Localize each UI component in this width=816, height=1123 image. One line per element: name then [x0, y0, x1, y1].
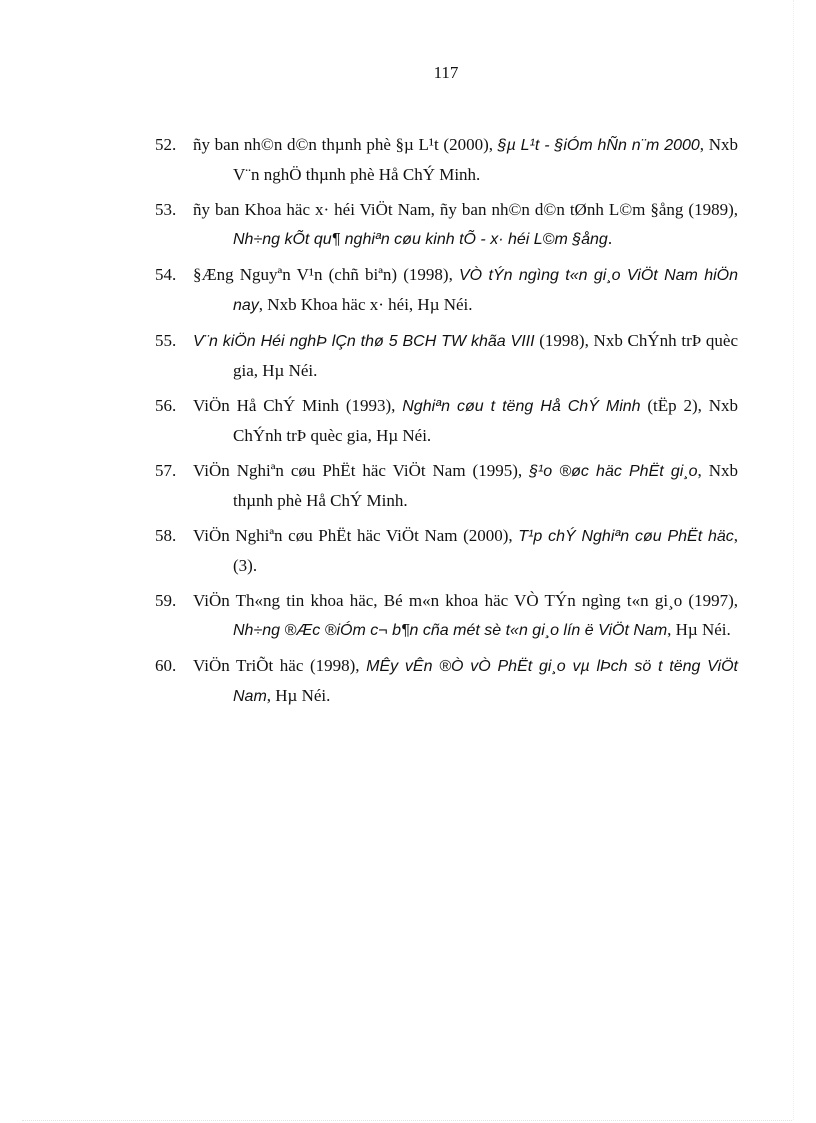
reference-title: §¹o ®øc häc PhËt gi¸o: [529, 463, 698, 480]
reference-authors: ñy ban Khoa häc x· héi ViÖt Nam, ñy ban nh©n d©n tØnh L©m §ång (1989),: [193, 200, 738, 219]
reference-item: [155, 327, 738, 385]
reference-publisher: (tËp 2), Nxb ChÝnh trÞ quèc gia, Hµ Néi.: [233, 396, 738, 445]
reference-list: [155, 131, 738, 718]
reference-item: [155, 652, 738, 711]
reference-title: Nghiªn cøu t tëng Hå ChÝ Minh: [402, 398, 641, 415]
reference-number: 58.: [155, 526, 177, 545]
reference-publisher: , Hµ Néi.: [266, 685, 331, 705]
reference-number: 53.: [155, 200, 177, 219]
reference-publisher: , Nxb V¨n nghÖ thµnh phè Hå ChÝ Minh.: [233, 135, 739, 184]
reference-publisher: , Nxb thµnh phè Hå ChÝ Minh.: [233, 461, 738, 510]
reference-authors: ViÖn Hå ChÝ Minh (1993),: [193, 396, 396, 415]
reference-item: [155, 457, 738, 515]
reference-item: [155, 131, 738, 189]
reference-item: [155, 522, 738, 580]
reference-authors: ViÖn Th«ng tin khoa häc, Bé m«n khoa häc VÒ TÝn ngìng t«n gi¸o (1997),: [193, 591, 738, 610]
reference-title: MÊy vÊn ®Ò vÒ PhËt gi¸o vµ lÞch sö t tëng ViÖt Nam: [233, 658, 739, 705]
reference-title: T¹p chÝ Nghiªn cøu PhËt häc: [518, 528, 734, 545]
reference-title: §µ L¹t - §iÓm hÑn n¨m 2000: [497, 137, 700, 154]
reference-number: 55.: [155, 331, 177, 350]
reference-publisher: , (3).: [233, 526, 739, 575]
reference-number: 59.: [155, 591, 177, 610]
reference-number: 60.: [155, 656, 177, 675]
reference-title: Nh÷ng kÕt qu¶ nghiªn cøu kinh tÕ - x· héi L©m §ång: [233, 230, 608, 248]
reference-title: Nh÷ng ®Æc ®iÓm c¬ b¶n cña mét sè t«n gi¸o lín ë ViÖt Nam: [233, 621, 668, 639]
reference-authors: §Æng Nguyªn V¹n (chñ biªn) (1998),: [193, 265, 453, 284]
reference-item: [155, 587, 738, 645]
page-bottom-edge: [22, 1120, 792, 1121]
reference-authors: ViÖn Nghiªn cøu PhËt häc ViÖt Nam (1995),: [193, 461, 523, 480]
reference-number: 52.: [155, 135, 177, 154]
reference-publisher: , Nxb Khoa häc x· héi, Hµ Néi.: [258, 294, 473, 314]
reference-publisher: (1998), Nxb ChÝnh trÞ quèc gia, Hµ Néi.: [233, 331, 738, 380]
reference-title: V¨n kiÖn Héi nghÞ lÇn thø 5 BCH TW khãa VIII: [193, 333, 535, 350]
page-right-edge: [793, 0, 794, 1120]
reference-number: 57.: [155, 461, 177, 480]
reference-authors: ViÖn TriÕt häc (1998),: [193, 656, 360, 675]
reference-item: [155, 392, 738, 450]
reference-authors: ViÖn Nghiªn cøu PhËt häc ViÖt Nam (2000),: [193, 526, 513, 545]
reference-number: 54.: [155, 265, 177, 284]
reference-authors: ñy ban nh©n d©n thµnh phè §µ L¹t (2000),: [193, 135, 493, 154]
page-number: 117: [433, 63, 459, 82]
reference-item: [155, 261, 738, 320]
reference-number: 56.: [155, 396, 177, 415]
reference-item: [155, 196, 738, 254]
reference-title: VÒ tÝn ngìng t«n gi¸o ViÖt Nam hiÖn nay: [233, 267, 739, 314]
reference-publisher: .: [607, 228, 613, 248]
reference-publisher: , Hµ Néi.: [667, 619, 731, 639]
